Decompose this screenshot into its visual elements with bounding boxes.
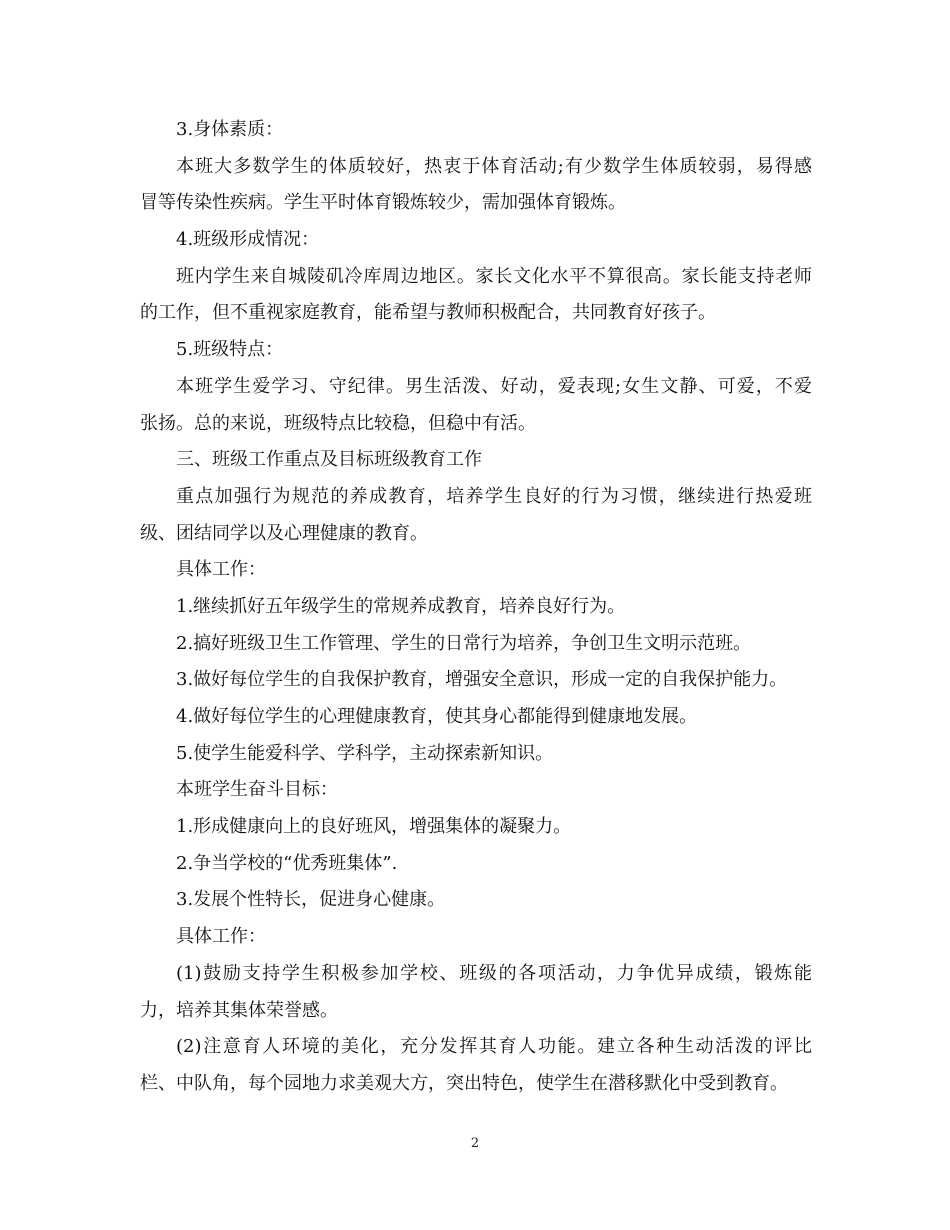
text-line: 本班大多数学生的体质较好，热衷于体育活动;有少数学生体质较弱，易得感	[176, 155, 812, 177]
text-line: 具体工作：	[176, 559, 266, 581]
text-line: 5.使学生能爱科学、学科学，主动探索新知识。	[176, 742, 554, 764]
text-line: 的工作，但不重视家庭教育，能希望与教师积极配合，共同教育好孩子。	[140, 302, 716, 324]
text-line: 班内学生来自城陵矶冷库周边地区。家长文化水平不算很高。家长能支持老师	[176, 265, 812, 287]
text-line: 张扬。总的来说，班级特点比较稳，但稳中有活。	[140, 412, 536, 434]
text-line: 1.继续抓好五年级学生的常规养成教育，培养良好行为。	[176, 595, 626, 617]
text-line: 4.班级形成情况：	[176, 229, 320, 251]
text-line: 具体工作：	[176, 926, 266, 948]
text-line: 冒等传染性疾病。学生平时体育锻炼较少，需加强体育锻炼。	[140, 192, 626, 214]
text-line: 本班学生爱学习、守纪律。男生活泼、好动，爱表现;女生文静、可爱，不爱	[176, 375, 812, 397]
text-line: 重点加强行为规范的养成教育，培养学生良好的行为习惯，继续进行热爱班	[176, 485, 812, 507]
text-line: 力，培养其集体荣誉感。	[140, 999, 338, 1021]
text-line: 本班学生奋斗目标：	[176, 779, 338, 801]
text-line: 1.形成健康向上的良好班风，增强集体的凝聚力。	[176, 816, 572, 838]
text-line: 级、团结同学以及心理健康的教育。	[140, 522, 428, 544]
text-line: 栏、中队角，每个园地力求美观大方，突出特色，使学生在潜移默化中受到教育。	[140, 1072, 788, 1094]
text-line: 2.搞好班级卫生工作管理、学生的日常行为培养，争创卫生文明示范班。	[176, 632, 752, 654]
text-line: (1)鼓励支持学生积极参加学校、班级的各项活动，力争优异成绩，锻炼能	[176, 962, 812, 984]
text-line: 3.发展个性特长，促进身心健康。	[176, 889, 446, 911]
text-line: 三、班级工作重点及目标班级教育工作	[176, 449, 482, 471]
text-line: 3.身体素质：	[176, 119, 284, 140]
text-line: 5.班级特点：	[176, 339, 284, 361]
text-line: 3.做好每位学生的自我保护教育，增强安全意识，形成一定的自我保护能力。	[176, 669, 788, 691]
text-line: 2.争当学校的“优秀班集体”.	[176, 852, 398, 874]
page-number: 2	[470, 1136, 480, 1151]
document-body	[140, 112, 812, 1103]
text-line: 4.做好每位学生的心理健康教育，使其身心都能得到健康地发展。	[176, 706, 698, 727]
text-line: (2)注意育人环境的美化，充分发挥其育人功能。建立各种生动活泼的评比	[176, 1036, 812, 1058]
